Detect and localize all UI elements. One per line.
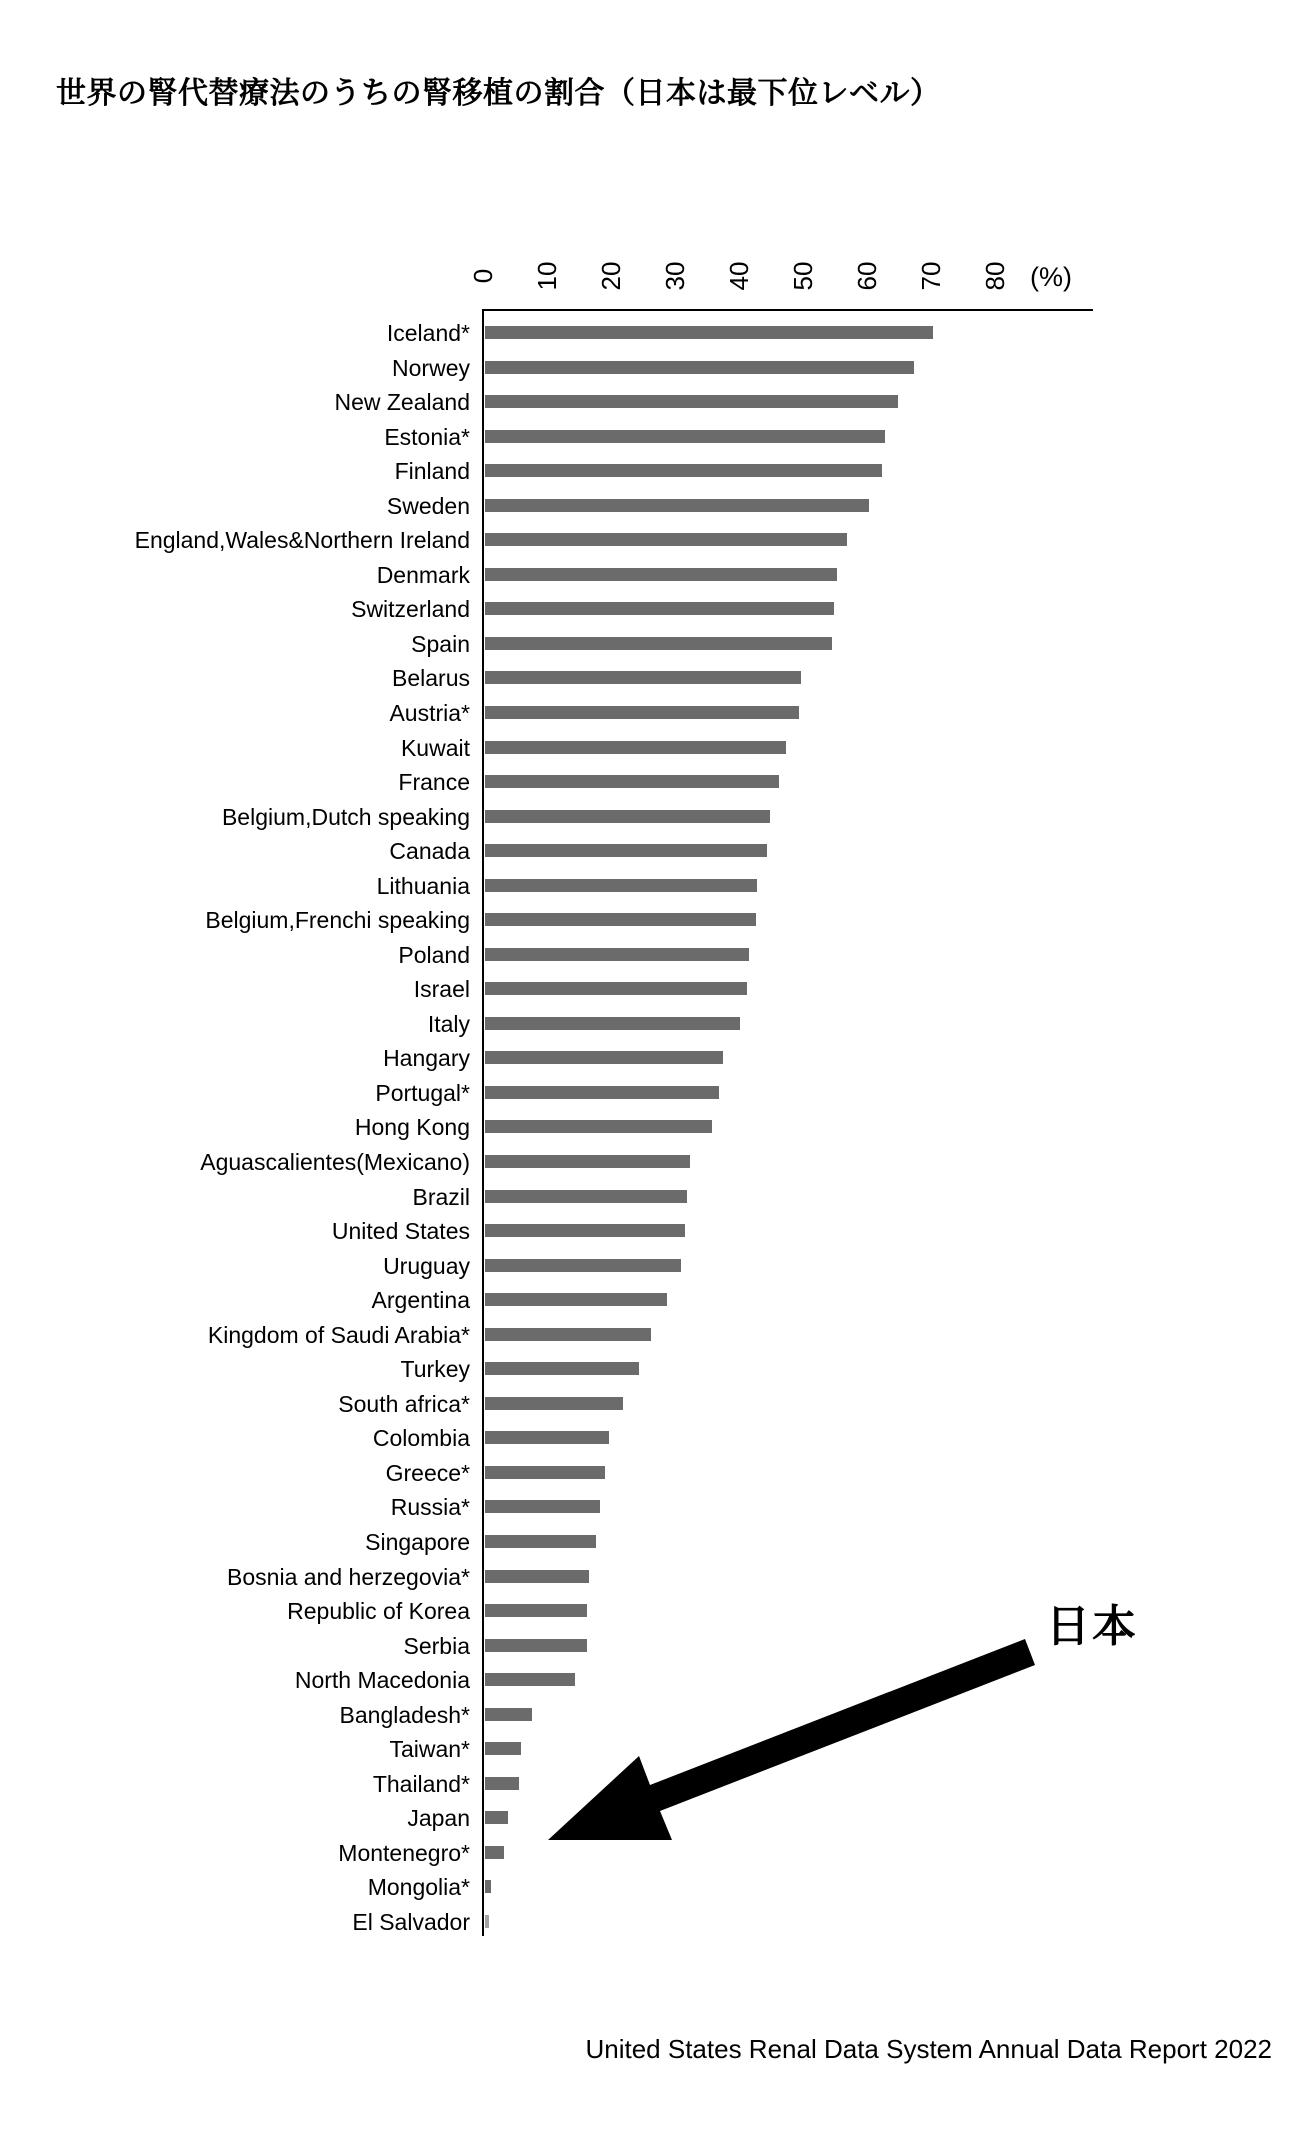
bar bbox=[485, 775, 779, 788]
x-axis-tick-label: 50 bbox=[788, 261, 818, 291]
bar bbox=[485, 568, 837, 581]
bar bbox=[485, 1259, 681, 1272]
bar bbox=[485, 1639, 587, 1652]
x-axis-tick-label: 40 bbox=[724, 261, 754, 291]
source-citation: United States Renal Data System Annual Data Report 2022 bbox=[585, 2034, 1272, 2064]
category-label: South africa* bbox=[338, 1390, 470, 1417]
category-label: Uruguay bbox=[383, 1252, 470, 1279]
category-label: Belarus bbox=[392, 665, 470, 692]
category-label: Hangary bbox=[383, 1045, 470, 1072]
bar bbox=[485, 361, 914, 374]
category-label: Denmark bbox=[376, 561, 470, 588]
x-axis-unit-label: (%) bbox=[1030, 262, 1072, 292]
bar bbox=[485, 1777, 519, 1790]
y-axis-line bbox=[482, 309, 484, 1936]
category-label: Hong Kong bbox=[354, 1114, 470, 1141]
bar bbox=[485, 1673, 575, 1686]
category-label: Thailand* bbox=[372, 1770, 470, 1797]
bar bbox=[485, 1017, 740, 1030]
bar bbox=[485, 1293, 667, 1306]
category-label: Argentina bbox=[371, 1287, 470, 1314]
bar bbox=[485, 637, 832, 650]
x-axis-tick-label: 10 bbox=[532, 261, 562, 291]
category-label: Lithuania bbox=[376, 872, 470, 899]
category-label: Bangladesh* bbox=[339, 1701, 470, 1728]
bar bbox=[485, 706, 799, 719]
bar bbox=[485, 1190, 687, 1203]
bar bbox=[485, 1880, 491, 1893]
bar bbox=[485, 1362, 639, 1375]
category-label: Turkey bbox=[400, 1356, 470, 1383]
bar bbox=[485, 810, 770, 823]
bar bbox=[485, 602, 834, 615]
x-axis-tick-label: 20 bbox=[596, 261, 626, 291]
category-label: France bbox=[398, 769, 470, 796]
category-label: Finland bbox=[394, 458, 470, 485]
category-label: Italy bbox=[427, 1010, 470, 1037]
bar bbox=[485, 1051, 723, 1064]
bar bbox=[485, 1604, 587, 1617]
category-label: Singapore bbox=[365, 1529, 470, 1555]
category-label: Kingdom of Saudi Arabia* bbox=[207, 1321, 470, 1348]
category-label: United States bbox=[331, 1218, 470, 1245]
bar bbox=[485, 1224, 685, 1237]
bar bbox=[485, 1155, 690, 1168]
bar bbox=[485, 1086, 719, 1099]
category-label: Russia* bbox=[390, 1494, 470, 1521]
bar bbox=[485, 741, 786, 754]
bar bbox=[485, 1500, 600, 1513]
bar bbox=[485, 1811, 508, 1824]
category-label: Austria* bbox=[389, 699, 470, 726]
category-label: Republic of Korea bbox=[287, 1598, 470, 1625]
bar bbox=[485, 948, 749, 961]
bar bbox=[485, 879, 757, 892]
category-label: Belgium,Frenchi speaking bbox=[205, 907, 470, 934]
bar bbox=[485, 499, 869, 512]
category-label: Israel bbox=[413, 976, 470, 1003]
category-label: Greece* bbox=[385, 1459, 470, 1486]
category-label: Taiwan* bbox=[389, 1736, 470, 1763]
bar bbox=[485, 1328, 651, 1341]
bar bbox=[485, 533, 847, 546]
bar bbox=[485, 1120, 712, 1133]
bar bbox=[485, 464, 882, 477]
category-label: Bosnia and herzegovia* bbox=[227, 1563, 470, 1590]
bar bbox=[485, 844, 767, 857]
category-label: Japan bbox=[407, 1805, 470, 1832]
category-label: New Zealand bbox=[334, 389, 470, 416]
category-label: England,Wales&Northern Ireland bbox=[134, 527, 470, 554]
page-title: 世界の腎代替療法のうちの腎移植の割合（日本は最下位レベル） bbox=[56, 77, 941, 110]
category-label: Brazil bbox=[412, 1183, 470, 1210]
bar bbox=[485, 1570, 589, 1583]
category-label: Switzerland bbox=[351, 596, 470, 623]
bar bbox=[485, 1742, 521, 1755]
bar bbox=[485, 913, 756, 926]
category-label: Kuwait bbox=[400, 734, 470, 761]
category-label: Estonia* bbox=[384, 423, 470, 450]
x-axis-tick-label: 80 bbox=[980, 261, 1010, 291]
bar bbox=[485, 430, 885, 443]
category-label: Canada bbox=[389, 838, 470, 865]
category-label: Aguascalientes(Mexicano) bbox=[200, 1149, 470, 1176]
japan-arrow-shape bbox=[548, 1639, 1035, 1840]
bar bbox=[485, 1915, 489, 1928]
bar bbox=[485, 1397, 623, 1410]
x-axis-tick-label: 0 bbox=[468, 268, 498, 284]
category-label: El Salvador bbox=[352, 1908, 470, 1935]
category-label: Portugal* bbox=[375, 1079, 470, 1106]
bar bbox=[485, 1708, 532, 1721]
bar bbox=[485, 1466, 605, 1479]
bar bbox=[485, 1535, 596, 1548]
bar bbox=[485, 671, 801, 684]
category-label: Colombia bbox=[372, 1425, 470, 1452]
bar bbox=[485, 326, 933, 339]
bar bbox=[485, 395, 898, 408]
category-label: Norwey bbox=[392, 354, 470, 381]
category-label: Iceland* bbox=[386, 320, 470, 346]
bar bbox=[485, 982, 747, 995]
bar bbox=[485, 1846, 504, 1859]
x-axis-tick-label: 70 bbox=[916, 261, 946, 291]
japan-annotation-label: 日本 bbox=[1046, 1602, 1138, 1651]
category-label: Poland bbox=[398, 941, 470, 968]
category-label: Belgium,Dutch speaking bbox=[221, 803, 470, 830]
category-label: Montenegro* bbox=[338, 1839, 470, 1866]
x-axis-tick-label: 30 bbox=[660, 261, 690, 291]
category-label: Sweden bbox=[386, 492, 470, 519]
category-label: North Macedonia bbox=[294, 1667, 470, 1694]
x-axis-line bbox=[483, 309, 1093, 311]
bar bbox=[485, 1431, 609, 1444]
category-label: Mongolia* bbox=[367, 1874, 470, 1901]
x-axis-tick-label: 60 bbox=[852, 261, 882, 291]
category-label: Serbia bbox=[403, 1632, 470, 1659]
category-label: Spain bbox=[411, 630, 470, 657]
